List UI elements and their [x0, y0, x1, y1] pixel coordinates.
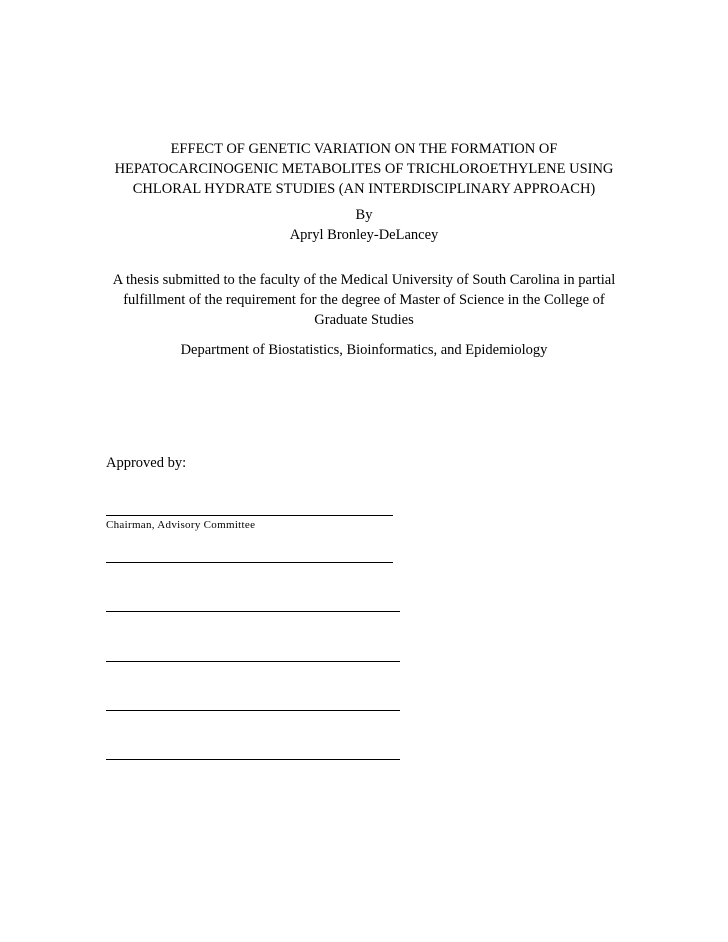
thesis-title	[0, 139, 728, 199]
title-line-2: HEPATOCARCINOGENIC METABOLITES OF TRICHLOROETHYLENE USING	[114, 161, 614, 177]
title-line-1: EFFECT OF GENETIC VARIATION ON THE FORMATION OF	[170, 141, 558, 157]
thesis-line-1: A thesis submitted to the faculty of the Medical University of South Carolina in partial	[112, 272, 616, 288]
signature-line	[106, 710, 400, 711]
signature-line	[106, 759, 400, 760]
signature-line	[106, 611, 400, 612]
by-label: By	[355, 207, 373, 223]
author-name: Apryl Bronley-DeLancey	[289, 227, 439, 243]
signature-caption-chairman: Chairman, Advisory Committee	[106, 519, 256, 531]
thesis-line-3: Graduate Studies	[314, 312, 414, 328]
thesis-statement	[0, 270, 728, 330]
title-line-3: CHLORAL HYDRATE STUDIES (AN INTERDISCIPLINARY APPROACH)	[132, 181, 596, 197]
department-name: Department of Biostatistics, Bioinformatics, and Epidemiology	[180, 342, 548, 358]
signature-line-chairman	[106, 515, 393, 516]
approved-by-label: Approved by:	[106, 455, 187, 471]
signature-line	[106, 562, 393, 563]
signature-line	[106, 661, 400, 662]
thesis-line-2: fulfillment of the requirement for the degree of Master of Science in the College of	[123, 292, 605, 308]
